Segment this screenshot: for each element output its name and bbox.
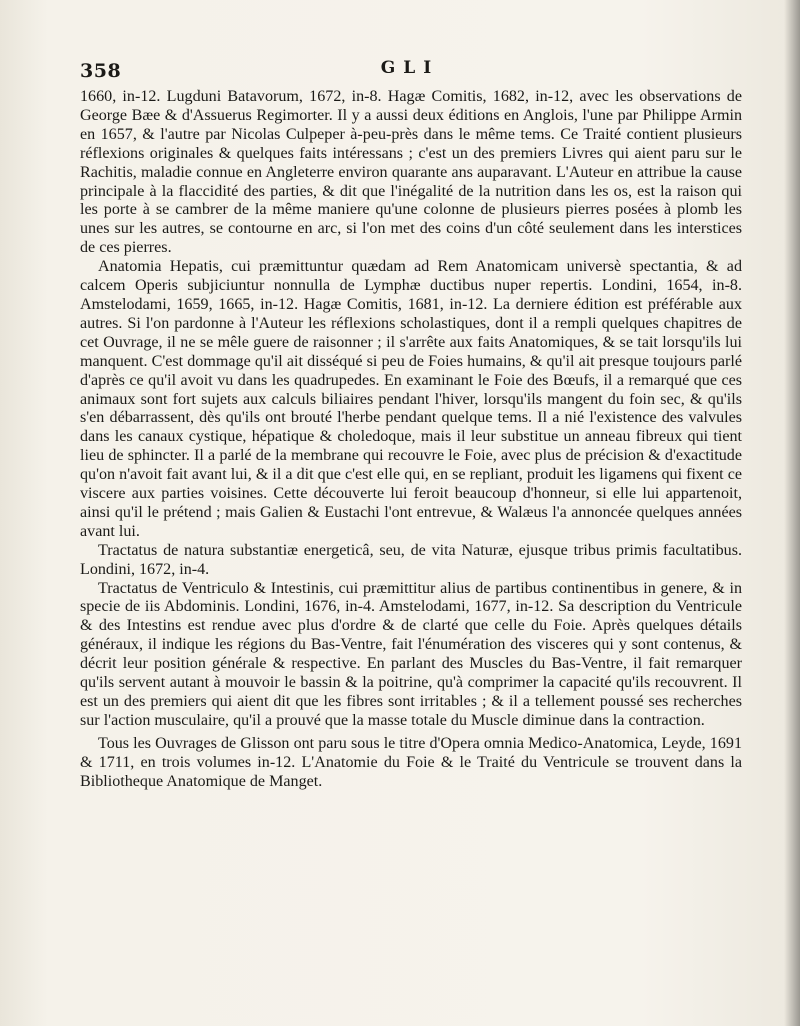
- running-title: GLI: [380, 58, 440, 78]
- page-gutter-shadow: [784, 0, 800, 1026]
- paragraph-3: Tractatus de natura substantiæ energeticâ, seu, de vita Naturæ, ejusque tribus primis facultatibus. Londini, 1672, in-4.: [80, 541, 742, 578]
- paragraph-1: 1660, in-12. Lugduni Batavorum, 1672, in-8. Hagæ Comitis, 1682, in-12, avec les observations de George Bæe & d'Assuerus Regimorter. Il y a aussi deux éditions en Anglois, l'une par Philippe Armin en 1657, & l'autre par Nicolas Culpeper à-peu-près dans le même tems. Ce Traité contient plusieurs réflexions originales & quelques faits intéressans ; c'est un des premiers Livres qui aient paru sur le Rachitis, maladie connue en Angleterre environ quarante ans auparavant. L'Auteur en attribue la cause principale à la flaccidité des parties, & dit que l'inégalité de la nutrition dans les os, est la raison qui les porte à se cambrer de la même maniere qu'une colonne de plusieurs pierres posées à plomb les unes sur les autres, se contourne en arc, si l'on met des coins d'un côté seulement dans les interstices de ces pierres.: [80, 88, 742, 257]
- body-text: [80, 88, 742, 792]
- paragraph-5: Tous les Ouvrages de Glisson ont paru sous le titre d'Opera omnia Medico-Anatomica, Leyde, 1691 & 1711, en trois volumes in-12. L'Anatomie du Foie & le Traité du Ventricule se trouvent dans la Bibliotheque Anatomique de Manget.: [80, 734, 742, 790]
- paragraph-4: Tractatus de Ventriculo & Intestinis, cui præmittitur alius de partibus continentibus in genere, & in specie de iis Abdominis. Londini, 1676, in-4. Amstelodami, 1677, in-12. Sa description du Ventricule & des Intestins est rendue avec plus d'ordre & de clarté que celle du Foie. Après quelques détails généraux, il indique les régions du Bas-Ventre, fait l'énumération des visceres qui y sont contenus, & décrit leur position générale & respective. En parlant des Muscles du Bas-Ventre, il fait remarquer qu'ils servent autant à mouvoir le bassin & la poitrine, qu'à comprimer la capacité qu'ils recouvrent. Il est un des premiers qui aient dit que les fibres sont irritables ; & il a tellement poussé ses recherches sur l'action musculaire, qu'il a prouvé que la masse totale du Muscle diminue dans la contraction.: [80, 579, 742, 729]
- paragraph-2: Anatomia Hepatis, cui præmittuntur quædam ad Rem Anatomicam universè spectantia, & ad calcem Operis subjiciuntur nonnulla de Lymphæ ductibus nuper repertis. Londini, 1654, in-8. Amstelodami, 1659, 1665, in-12. Hagæ Comitis, 1681, in-12. La derniere édition est préférable aux autres. Si l'on pardonne à l'Auteur les réflexions scholastiques, dont il a rempli quelques chapitres de cet Ouvrage, il ne se mêle guere de raisonner ; il s'arrête aux faits Anatomiques, & se tait lorsqu'ils lui manquent. C'est dommage qu'il ait disséqué si peu de Foies humains, & qu'il ait presque toujours parlé d'après ce qu'il avoit vu dans les quadrupedes. En examinant le Foie des Bœufs, il a remarqué que ces animaux sont fort sujets aux calculs biliaires pendant l'hiver, lorsqu'ils mangent du foin sec, & qu'ils s'en débarrassent, dès qu'ils ont brouté l'herbe pendant quelque tems. Il a nié l'existence des valvules dans les canaux cystique, hépatique & choledoque, mais il leur substitue un anneau fibreux qui tient lieu de sphincter. Il a parlé de la membrane qui recouvre le Foie, avec plus de précision & d'exactitude qu'on n'avoit fait avant lui, & il a dit que c'est elle qui, en se repliant, produit les ligamens qui fixent ce viscere aux parties voisines. Cette découverte lui feroit beaucoup d'honneur, si elle lui appartenoit, ainsi qu'il le prétend ; mais Galien & Eustachi l'ont entrevue, & Walæus l'a annoncée quelques années avant lui.: [80, 258, 742, 540]
- page-header: [80, 56, 740, 84]
- page-number: 358: [80, 60, 122, 82]
